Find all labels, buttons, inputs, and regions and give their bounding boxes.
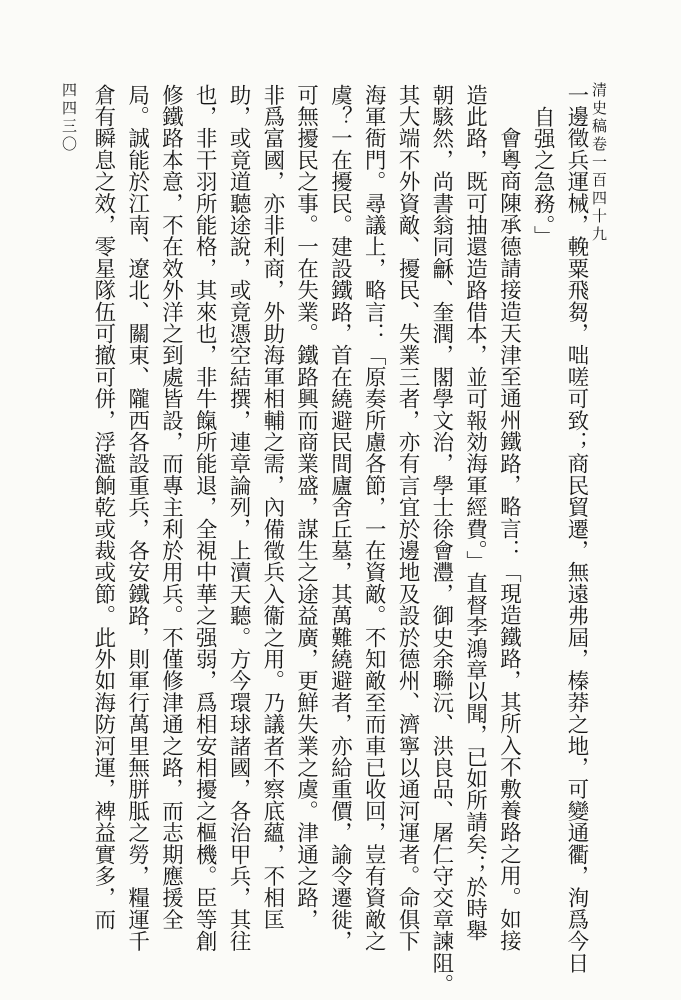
- text-line: 朝駭然，尚書翁同龢、奎潤，閣學文治，學士徐會灃，御史余聯沅、洪良品、屠仁守交章諫阻。: [428, 84, 454, 996]
- running-header-book-title: 清史稿卷一百四十九: [590, 82, 608, 244]
- text-line: 也，非干羽所能格，其來也，非牛餼所能退，全視中華之强弱，爲相安相擾之樞機。臣等創: [192, 84, 218, 952]
- text-line: 可無擾民之事。一在失業。鐵路興而商業盛，謀生之途益廣，更鮮失業之虞。津通之路，: [293, 84, 319, 931]
- main-text-body: [86, 84, 593, 996]
- text-line: 虞？一在擾民。建設鐵路，首在繞避民間廬舍丘墓，其萬難繞避者，亦給重價，諭令遷徙，: [327, 84, 353, 952]
- text-line: 倉有瞬息之效，零星隊伍可撤可併，浮濫餉乾或裁或節。此外如海防河運，裨益實多，而: [90, 84, 116, 931]
- text-line: 局。誠能於江南、遼北、關東、隴西各設重兵，各安鐵路，則軍行萬里無胼胝之勞，糧運千: [124, 84, 150, 952]
- text-line: 修鐵路本意，不在效外洋之到處皆設，而專主利於用兵。不僅修津通之路，而志期應援全: [158, 84, 184, 931]
- text-line: 其大端不外資敵、擾民、失業三者，亦有言宜於邊地及設於德州、濟寧以通河運者。命俱下: [395, 84, 421, 952]
- page-number: 四四三〇: [60, 82, 78, 154]
- text-line: 自强之急務。」: [530, 106, 556, 248]
- text-line: 海軍衙門。尋議上，略言：「原奏所慮各節，一在資敵。不知敵至而車已收回，豈有資敵之: [361, 84, 387, 952]
- text-line: 非爲富國，亦非利商，外助海軍相輔之需，內備徵兵入衞之用。乃議者不察底蘊，不相匡: [259, 84, 285, 931]
- text-line: 一邊徵兵運械，輓粟飛芻，咄嗟可致；商民貿遷，無遠弗屆，榛莽之地，可變通衢，洵爲今日: [564, 84, 589, 974]
- text-line: 造此路，既可抽還造路借本，並可報効海軍經費。」直督李鴻章以聞，已如所請矣；於時舉: [462, 84, 488, 942]
- paragraph-start-line: 會粵商陳承德請接造天津至通州鐵路，略言：「現造鐵路，其所入不敷養路之用。如接: [496, 127, 522, 952]
- text-line: 助，或竟道聽途說，或竟憑空結撰，連章論列，上瀆天聽。方今環球諸國，各治甲兵，其往: [226, 84, 252, 952]
